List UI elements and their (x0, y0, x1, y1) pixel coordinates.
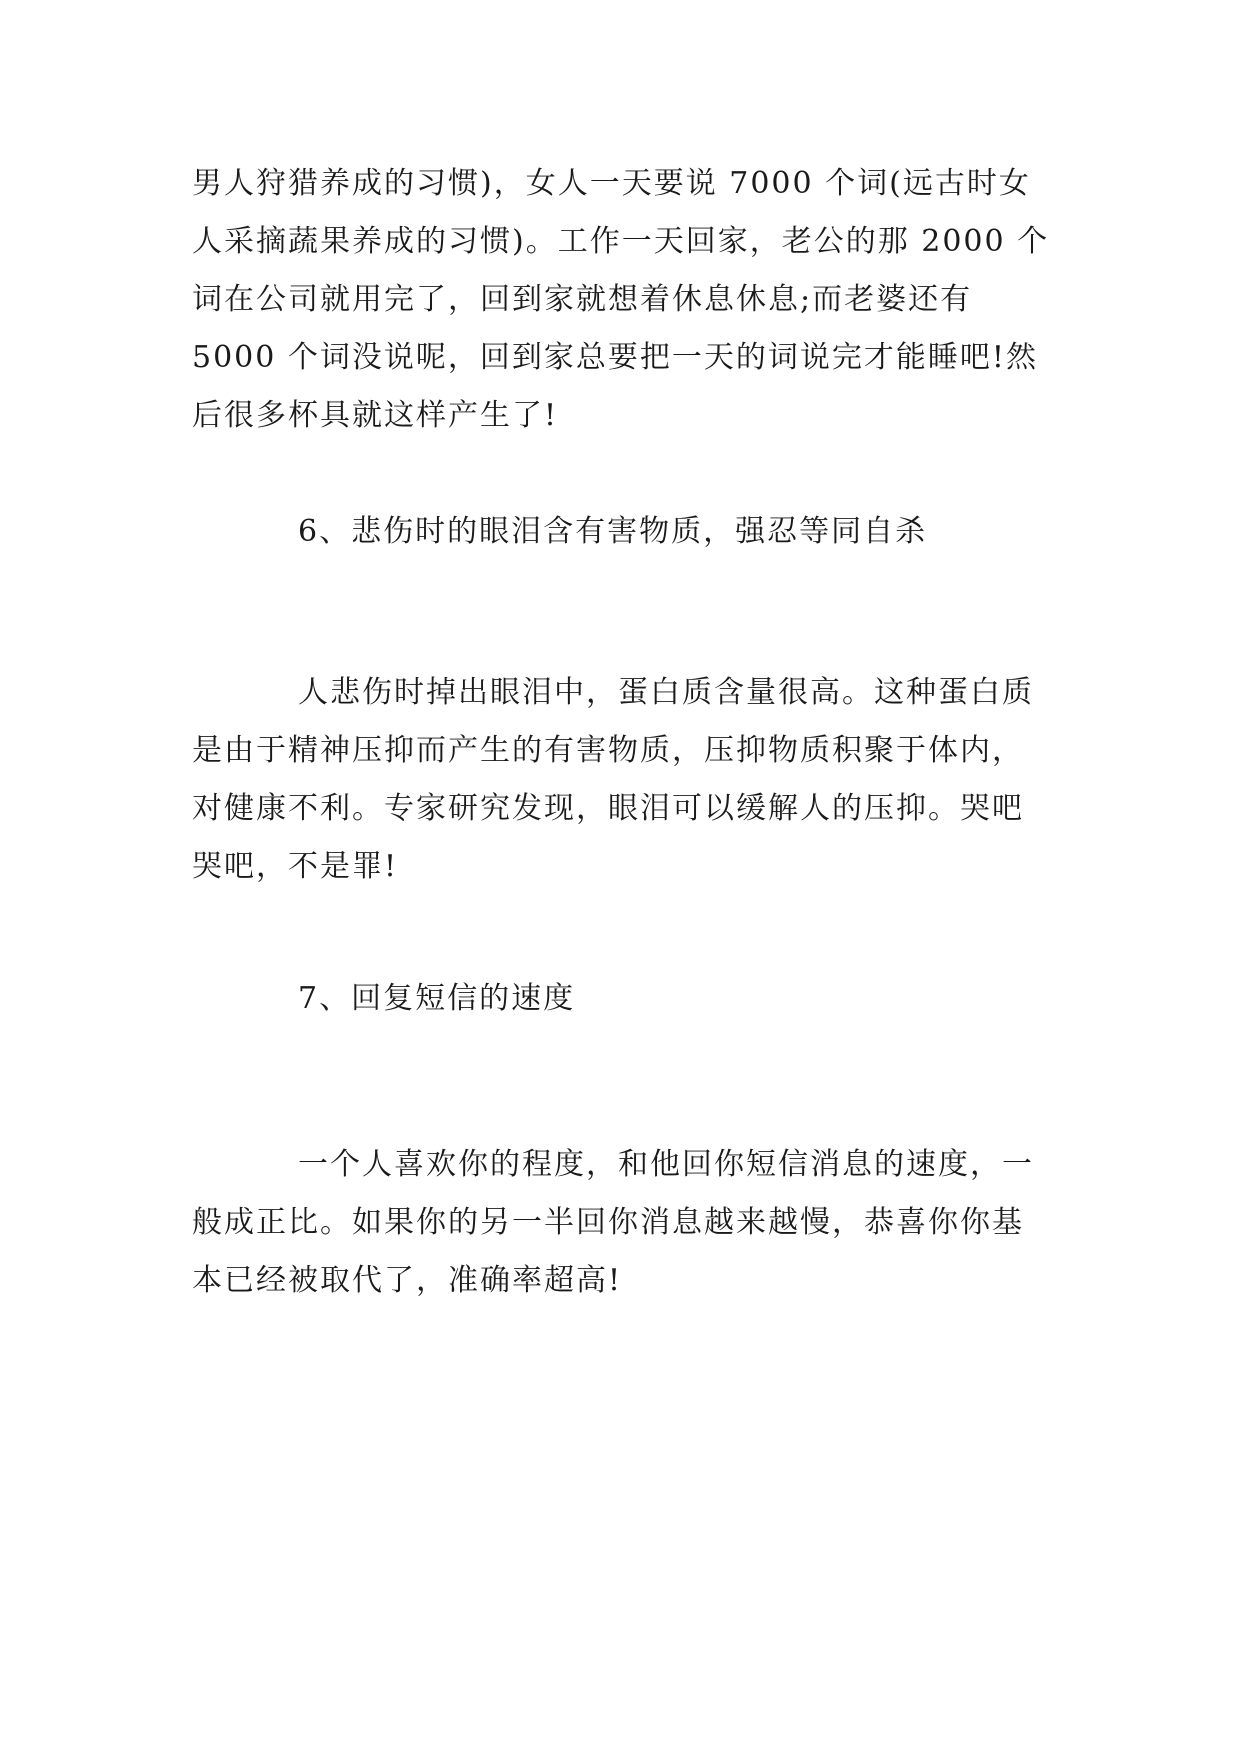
paragraph-line: 是由于精神压抑而产生的有害物质，压抑物质积聚于体内， (192, 733, 1024, 768)
paragraph-line: 词在公司就用完了，回到家就想着休息休息;而老婆还有 (192, 282, 973, 317)
paragraph-continued (192, 155, 1062, 445)
paragraph-line: 对健康不利。专家研究发现，眼泪可以缓解人的压抑。哭吧 (192, 791, 1024, 826)
paragraph-line: 哭吧，不是罪! (192, 849, 399, 884)
paragraph-6 (192, 664, 1062, 896)
paragraph-line: 后很多杯具就这样产生了! (192, 398, 559, 433)
paragraph-line: 般成正比。如果你的另一半回你消息越来越慢，恭喜你你基 (192, 1205, 1024, 1240)
paragraph-line: 人悲伤时掉出眼泪中，蛋白质含量很高。这种蛋白质 (298, 675, 1034, 710)
paragraph-line: 本已经被取代了，准确率超高! (192, 1263, 623, 1298)
paragraph-line: 一个人喜欢你的程度，和他回你短信消息的速度，一 (298, 1147, 1034, 1182)
paragraph-line: 5000 个词没说呢，回到家总要把一天的词说完才能睡吧!然 (192, 340, 1038, 375)
section-heading-7: 7、回复短信的速度 (298, 981, 576, 1016)
paragraph-7 (192, 1136, 1062, 1310)
paragraph-line: 人采摘蔬果养成的习惯)。工作一天回家，老公的那 2000 个 (192, 224, 1050, 259)
paragraph-line: 男人狩猎养成的习惯)，女人一天要说 7000 个词(远古时女 (192, 166, 1031, 201)
section-heading-6: 6、悲伤时的眼泪含有害物质，强忍等同自杀 (298, 514, 928, 549)
